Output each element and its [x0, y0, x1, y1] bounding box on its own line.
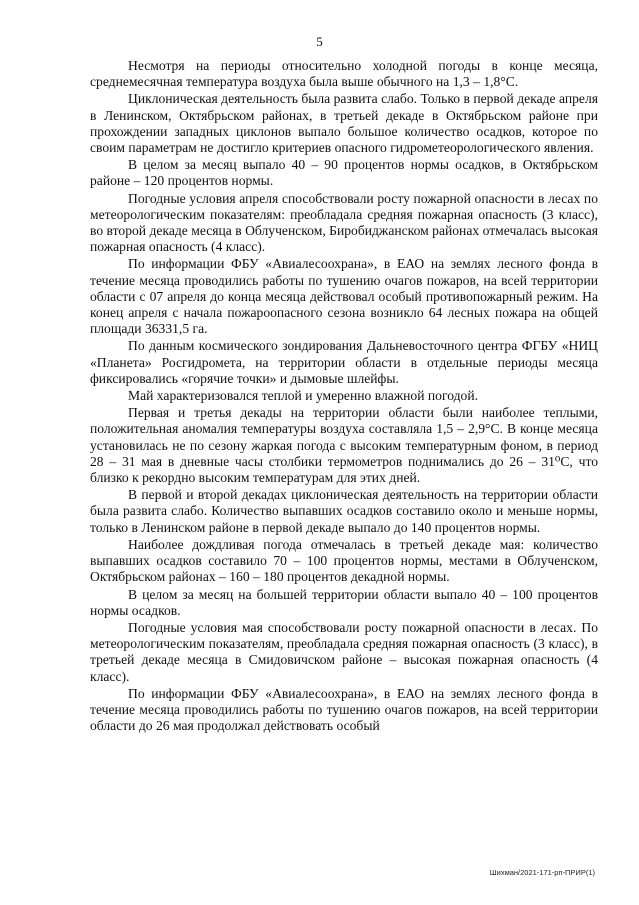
paragraph: Май характеризовался теплой и умеренно влажной погодой. — [128, 388, 478, 404]
page-number: 5 — [316, 34, 323, 49]
paragraph: В целом за месяц выпало 40 – 90 процентов нормы осадков, в Октябрьском районе – 120 процентов нормы. — [90, 157, 598, 189]
paragraph: По информации ФБУ «Авиалесоохрана», в ЕАО на землях лесного фонда в течение месяца проводились работы по тушению очагов пожаров, на всей территории области с 07 апреля до конца месяца действовал особый противопожарный режим. На конец апреля с начала пожароопасного сезона возникло 64 лесных пожара на общей площади 36331,5 га. — [90, 256, 598, 337]
paragraph: Несмотря на периоды относительно холодной погоды в конце месяца, среднемесячная температура воздуха была выше обычного на 1,3 – 1,8°С. — [90, 58, 598, 90]
document-code: Шихман/2021-171-рп-ПРИР(1) — [489, 868, 595, 877]
paragraph: Первая и третья декады на территории области были наиболее теплыми, положительная аномалия температуры воздуха составляла 1,5 – 2,9°С. В конце месяца установилась не по сезону жаркая погода с высоким температурным фоном, в период 28 – 31 мая в дневные часы столбики термометров поднимались до 26 – 31⁰С, что близко к рекордно высоким температурам для этих дней. — [90, 405, 598, 486]
document-body — [90, 58, 598, 734]
paragraph: Циклоническая деятельность была развита слабо. Только в первой декаде апреля в Ленинском, Октябрьском районах, в третьей декаде в Октябрьском районе при прохождении западных циклонов выпало большое количество осадков, которое по своим параметрам не достигло критериев опасного гидрометеорологического явления. — [90, 91, 598, 156]
paragraph: В первой и второй декадах циклоническая деятельность на территории области была развита слабо. Количество выпавших осадков составило около и меньше нормы, только в Ленинском районе в первой декаде выпало до 140 процентов нормы. — [90, 487, 598, 535]
paragraph: Погодные условия апреля способствовали росту пожарной опасности в лесах по метеорологическим показателям: преобладала средняя пожарная опасность (3 класс), во второй декаде месяца в Облученском, Биробиджанском районах отмечалась высокая пожарная опасность (4 класс). — [90, 190, 598, 255]
paragraph: Наиболее дождливая погода отмечалась в третьей декаде мая: количество выпавших осадков составило 70 – 100 процентов нормы, местами в Облученском, Октябрьском районах – 160 – 180 процентов декадной нормы. — [90, 536, 598, 585]
paragraph: По данным космического зондирования Дальневосточного центра ФГБУ «НИЦ «Планета» Росгидромета, на территории области в отдельные периоды месяца фиксировались «горячие точки» и дымовые шлейфы. — [90, 338, 598, 386]
paragraph: Погодные условия мая способствовали росту пожарной опасности в лесах. По метеорологическим показателям, преобладала средняя пожарная опасность (3 класс), в третьей декаде месяца в Смидовичском районе – высокая пожарная опасность (4 класс). — [90, 619, 598, 684]
paragraph: В целом за месяц на большей территории области выпало 40 – 100 процентов нормы осадков. — [90, 586, 598, 618]
paragraph: По информации ФБУ «Авиалесоохрана», в ЕАО на землях лесного фонда в течение месяца проводились работы по тушению очагов пожаров, на всей территории области до 26 мая продолжал действовать особый — [90, 685, 598, 734]
